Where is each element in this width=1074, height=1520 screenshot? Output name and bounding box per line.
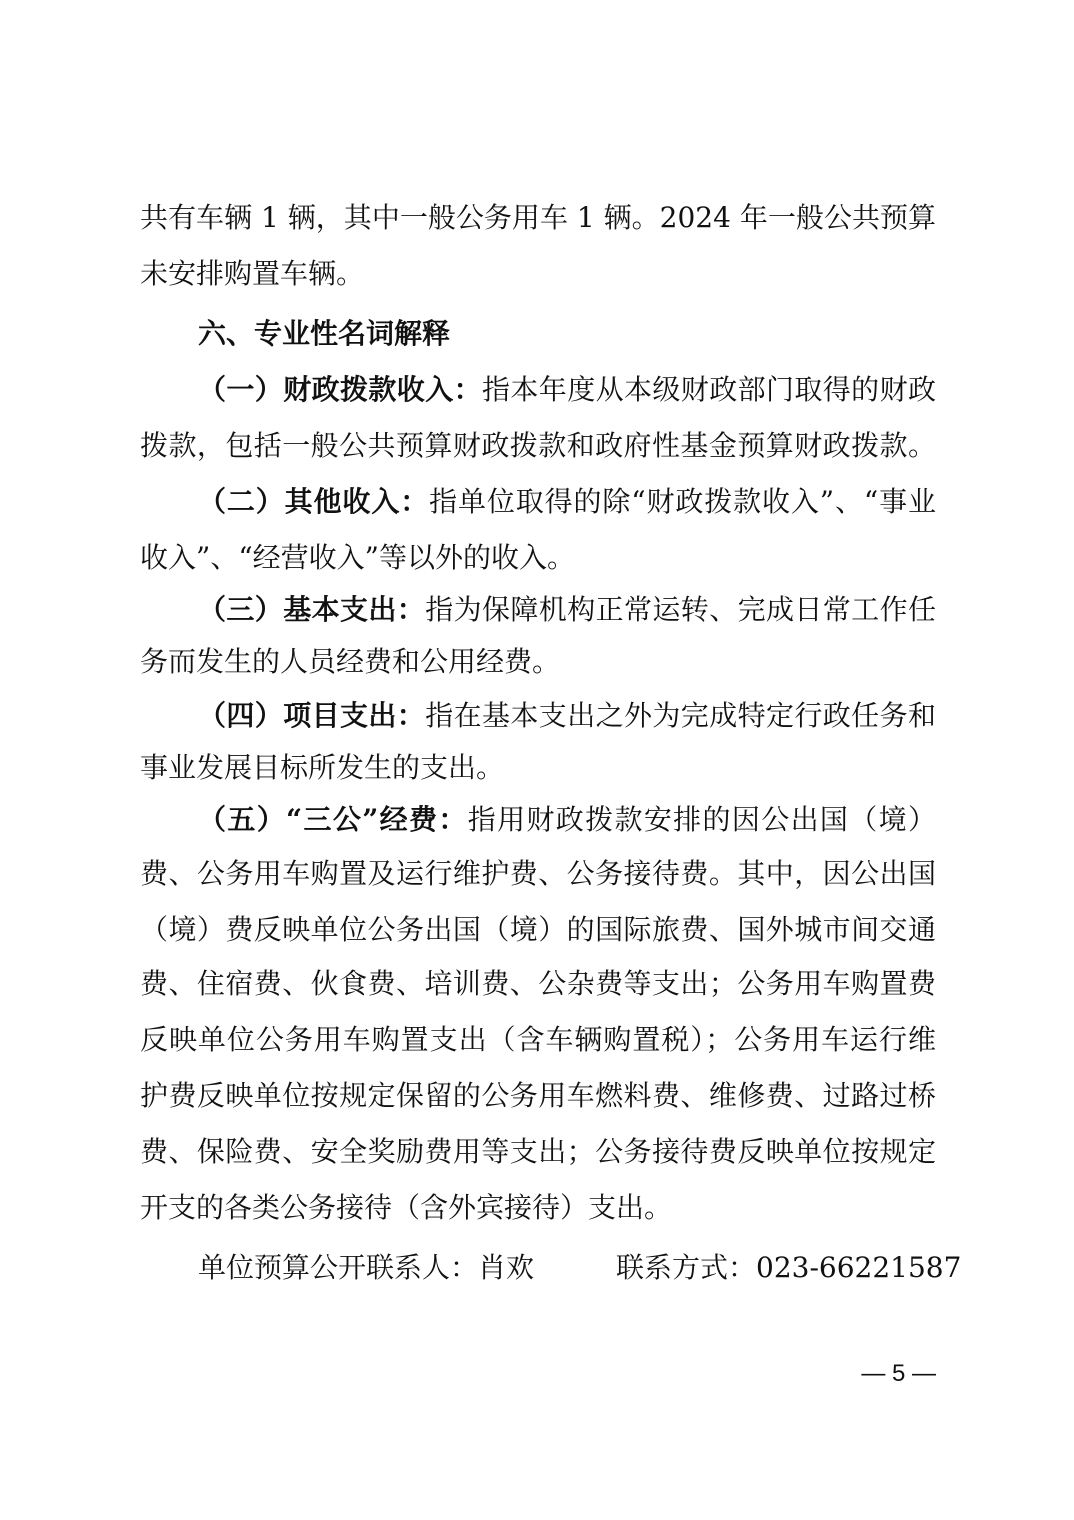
term-label: （四）项目支出： <box>198 699 426 732</box>
section-heading: 六、专业性名词解释 <box>198 317 451 350</box>
contact-person: 单位预算公开联系人：肖欢 <box>198 1251 535 1284</box>
definition-text: 指本年度从本级财政部门取得的财政 <box>482 373 936 406</box>
body-text-line: 收入”、“经营收入”等以外的收入。 <box>140 541 575 574</box>
body-text-line: 费、住宿费、伙食费、培训费、公杂费等支出；公务用车购置费 <box>140 967 936 1000</box>
body-text-line: 开支的各类公务接待（含外宾接待）支出。 <box>140 1191 673 1224</box>
body-text-line: 未安排购置车辆。 <box>140 257 365 290</box>
contact-phone: 联系方式：023-66221587 <box>616 1251 962 1284</box>
term-label: （二）其他收入： <box>198 485 430 518</box>
definition-text: 指用财政拨款安排的因公出国（境） <box>467 803 936 836</box>
definition-text: 指单位取得的除“财政拨款收入”、“事业 <box>429 485 936 518</box>
body-text-line: 费、保险费、安全奖励费用等支出；公务接待费反映单位按规定 <box>140 1135 936 1168</box>
body-text-line: 反映单位公务用车购置支出（含车辆购置税）；公务用车运行维 <box>140 1023 936 1056</box>
body-text-line: 共有车辆 1 辆，其中一般公务用车 1 辆。2024 年一般公共预算 <box>140 201 936 234</box>
definition-line <box>198 590 936 630</box>
definition-line <box>198 696 936 736</box>
definition-text: 指在基本支出之外为完成特定行政任务和 <box>425 699 936 732</box>
definition-text: 指为保障机构正常运转、完成日常工作任 <box>425 593 936 626</box>
body-text-line: 拨款，包括一般公共预算财政拨款和政府性基金预算财政拨款。 <box>140 429 936 462</box>
definition-line <box>198 800 936 840</box>
term-label: （五）“三公”经费： <box>198 803 468 836</box>
body-text-line: （境）费反映单位公务出国（境）的国际旅费、国外城市间交通 <box>140 913 936 946</box>
body-text-line: 护费反映单位按规定保留的公务用车燃料费、维修费、过路过桥 <box>140 1079 936 1112</box>
definition-line <box>198 482 936 522</box>
body-text-line: 务而发生的人员经费和公用经费。 <box>140 645 561 678</box>
body-text-line: 费、公务用车购置及运行维护费、公务接待费。其中，因公出国 <box>140 857 936 890</box>
page-number: — 5 — <box>861 1360 936 1387</box>
body-text-line: 事业发展目标所发生的支出。 <box>140 751 505 784</box>
term-label: （三）基本支出： <box>198 593 426 626</box>
term-label: （一）财政拨款收入： <box>198 373 482 406</box>
definition-line <box>198 370 936 410</box>
